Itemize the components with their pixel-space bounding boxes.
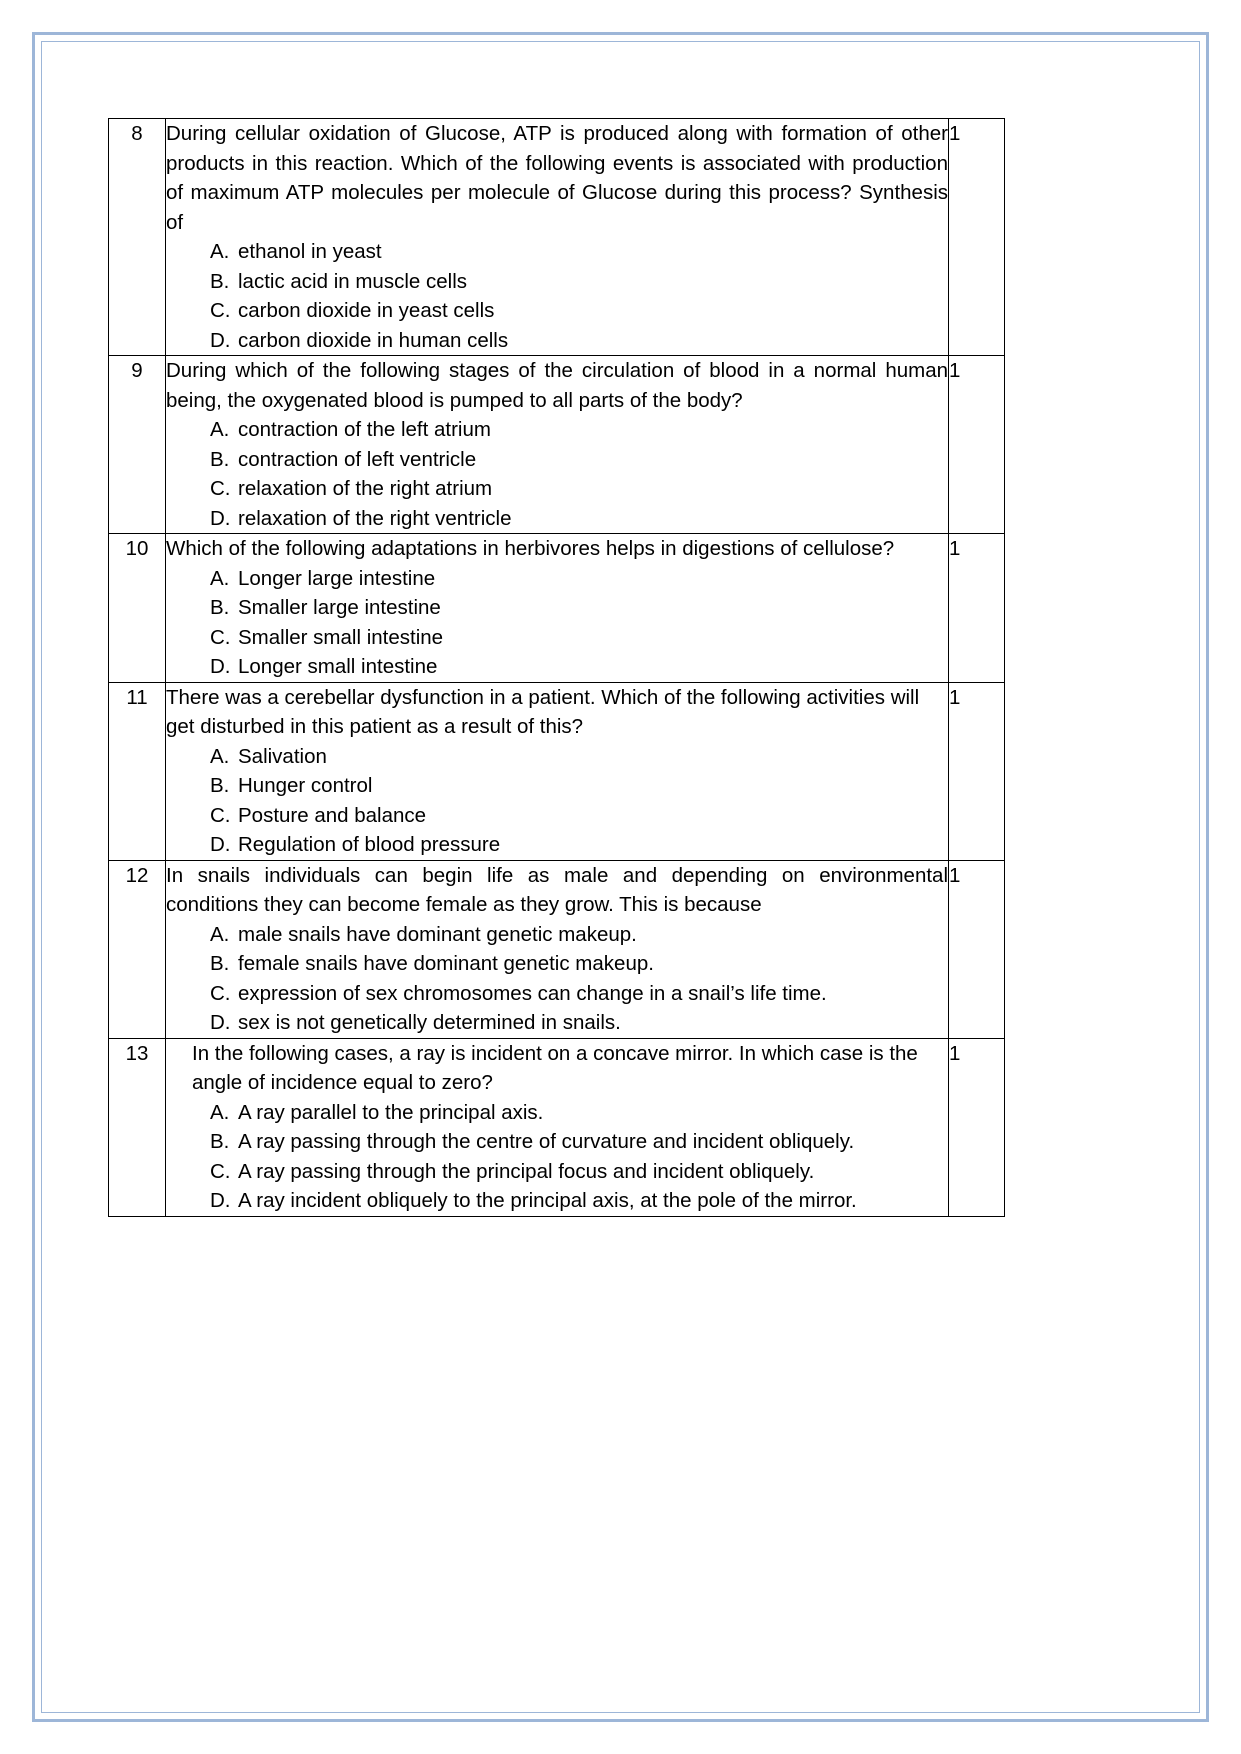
list-item[interactable] <box>210 949 948 979</box>
list-item[interactable] <box>210 801 948 831</box>
list-item[interactable] <box>210 920 948 950</box>
option-letter: B. <box>210 447 230 471</box>
option-text: sex is not genetically determined in snails. <box>238 1011 621 1034</box>
option-letter: C. <box>210 981 231 1005</box>
option-text: female snails have dominant genetic makeup. <box>238 952 654 975</box>
option-text: carbon dioxide in yeast cells <box>238 299 495 322</box>
list-item[interactable] <box>210 1127 948 1157</box>
option-letter: C. <box>210 299 231 322</box>
question-number: 10 <box>109 534 166 683</box>
option-list <box>166 920 948 1038</box>
option-letter: A. <box>210 1100 230 1124</box>
option-text: contraction of left ventricle <box>238 447 477 471</box>
list-item[interactable] <box>210 1157 948 1187</box>
option-letter: D. <box>210 1189 231 1212</box>
question-body <box>166 356 949 534</box>
option-letter: A. <box>210 566 230 590</box>
question-stem: There was a cerebellar dysfunction in a patient. Which of the following activities will get disturbed in this patient as a result of this? <box>166 685 920 738</box>
questions-table <box>108 118 1005 1217</box>
questions-table-body <box>109 119 1005 1217</box>
option-letter: D. <box>210 506 231 530</box>
option-letter: D. <box>210 833 231 856</box>
option-list <box>166 415 948 533</box>
option-letter: D. <box>210 655 231 678</box>
option-letter: D. <box>210 328 231 352</box>
list-item[interactable] <box>210 267 948 297</box>
list-item[interactable] <box>210 652 948 682</box>
list-item[interactable] <box>210 623 948 653</box>
question-stem: In snails individuals can begin life as male and depending on environmental conditions they can become female as they grow. This is because <box>166 863 948 916</box>
option-letter: C. <box>210 625 231 649</box>
option-text: Salivation <box>238 744 327 768</box>
option-text: A ray passing through the principal focus and incident obliquely. <box>238 1159 815 1183</box>
option-text: Posture and balance <box>238 803 427 827</box>
option-letter: C. <box>210 1159 231 1183</box>
option-text: Smaller large intestine <box>238 596 441 619</box>
option-text: lactic acid in muscle cells <box>238 269 467 293</box>
table-row <box>109 534 1005 683</box>
option-text: A ray parallel to the principal axis. <box>238 1100 544 1124</box>
option-list <box>166 1098 948 1216</box>
question-stem: During cellular oxidation of Glucose, ATP is produced along with formation of other products in this reaction. Which of the following events is associated with production of maximum ATP molecules per molecule of Glucose during this process? Synthesis of <box>166 122 948 234</box>
option-text: Smaller small intestine <box>238 625 444 649</box>
list-item[interactable] <box>210 326 948 356</box>
question-marks: 1 <box>949 1038 1005 1216</box>
option-text: ethanol in yeast <box>238 240 382 263</box>
option-text: A ray passing through the centre of curvature and incident obliquely. <box>238 1130 855 1153</box>
option-text: relaxation of the right atrium <box>238 477 493 500</box>
option-text: expression of sex chromosomes can change in a snail’s life time. <box>238 981 827 1005</box>
option-letter: A. <box>210 240 230 263</box>
list-item[interactable] <box>210 445 948 475</box>
option-text: Hunger control <box>238 774 373 797</box>
question-marks: 1 <box>949 534 1005 683</box>
list-item[interactable] <box>210 474 948 504</box>
option-letter: B. <box>210 269 230 293</box>
list-item[interactable] <box>210 1008 948 1038</box>
list-item[interactable] <box>210 830 948 860</box>
table-row <box>109 356 1005 534</box>
option-list <box>166 237 948 355</box>
option-letter: B. <box>210 596 230 619</box>
question-marks: 1 <box>949 356 1005 534</box>
option-letter: A. <box>210 418 230 441</box>
question-number: 8 <box>109 119 166 356</box>
question-marks: 1 <box>949 682 1005 860</box>
option-text: Regulation of blood pressure <box>238 833 501 856</box>
question-number: 12 <box>109 860 166 1038</box>
option-text: male snails have dominant genetic makeup. <box>238 922 637 946</box>
list-item[interactable] <box>210 1098 948 1128</box>
question-stem: Which of the following adaptations in herbivores helps in digestions of cellulose? <box>166 537 895 560</box>
option-letter: A. <box>210 922 230 946</box>
question-body <box>166 860 949 1038</box>
list-item[interactable] <box>210 979 948 1009</box>
option-letter: B. <box>210 952 230 975</box>
table-row <box>109 682 1005 860</box>
option-letter: C. <box>210 803 231 827</box>
list-item[interactable] <box>210 593 948 623</box>
table-row <box>109 1038 1005 1216</box>
page-content <box>108 118 1004 1217</box>
question-number: 9 <box>109 356 166 534</box>
question-marks: 1 <box>949 860 1005 1038</box>
option-letter: D. <box>210 1011 231 1034</box>
option-text: carbon dioxide in human cells <box>238 328 509 352</box>
option-letter: B. <box>210 774 230 797</box>
option-letter: C. <box>210 477 231 500</box>
table-row <box>109 119 1005 356</box>
question-stem: During which of the following stages of the circulation of blood in a normal human being, the oxygenated blood is pumped to all parts of the body? <box>166 359 948 412</box>
list-item[interactable] <box>210 771 948 801</box>
question-number: 13 <box>109 1038 166 1216</box>
list-item[interactable] <box>210 415 948 445</box>
option-list <box>166 742 948 860</box>
question-body <box>166 534 949 683</box>
option-list <box>166 564 948 682</box>
option-text: A ray incident obliquely to the principal axis, at the pole of the mirror. <box>238 1189 857 1212</box>
option-text: Longer large intestine <box>238 566 436 590</box>
list-item[interactable] <box>210 742 948 772</box>
list-item[interactable] <box>210 564 948 594</box>
question-body <box>166 1038 949 1216</box>
question-number: 11 <box>109 682 166 860</box>
list-item[interactable] <box>210 504 948 534</box>
option-text: contraction of the left atrium <box>238 418 491 441</box>
option-letter: A. <box>210 744 230 768</box>
question-marks: 1 <box>949 119 1005 356</box>
list-item[interactable] <box>210 237 948 267</box>
list-item[interactable] <box>210 1186 948 1216</box>
question-body <box>166 119 949 356</box>
option-text: relaxation of the right ventricle <box>238 506 512 530</box>
option-text: Longer small intestine <box>238 655 438 678</box>
question-body <box>166 682 949 860</box>
question-stem: In the following cases, a ray is incident on a concave mirror. In which case is the angle of incidence equal to zero? <box>192 1041 918 1094</box>
list-item[interactable] <box>210 296 948 326</box>
table-row <box>109 860 1005 1038</box>
option-letter: B. <box>210 1130 230 1153</box>
